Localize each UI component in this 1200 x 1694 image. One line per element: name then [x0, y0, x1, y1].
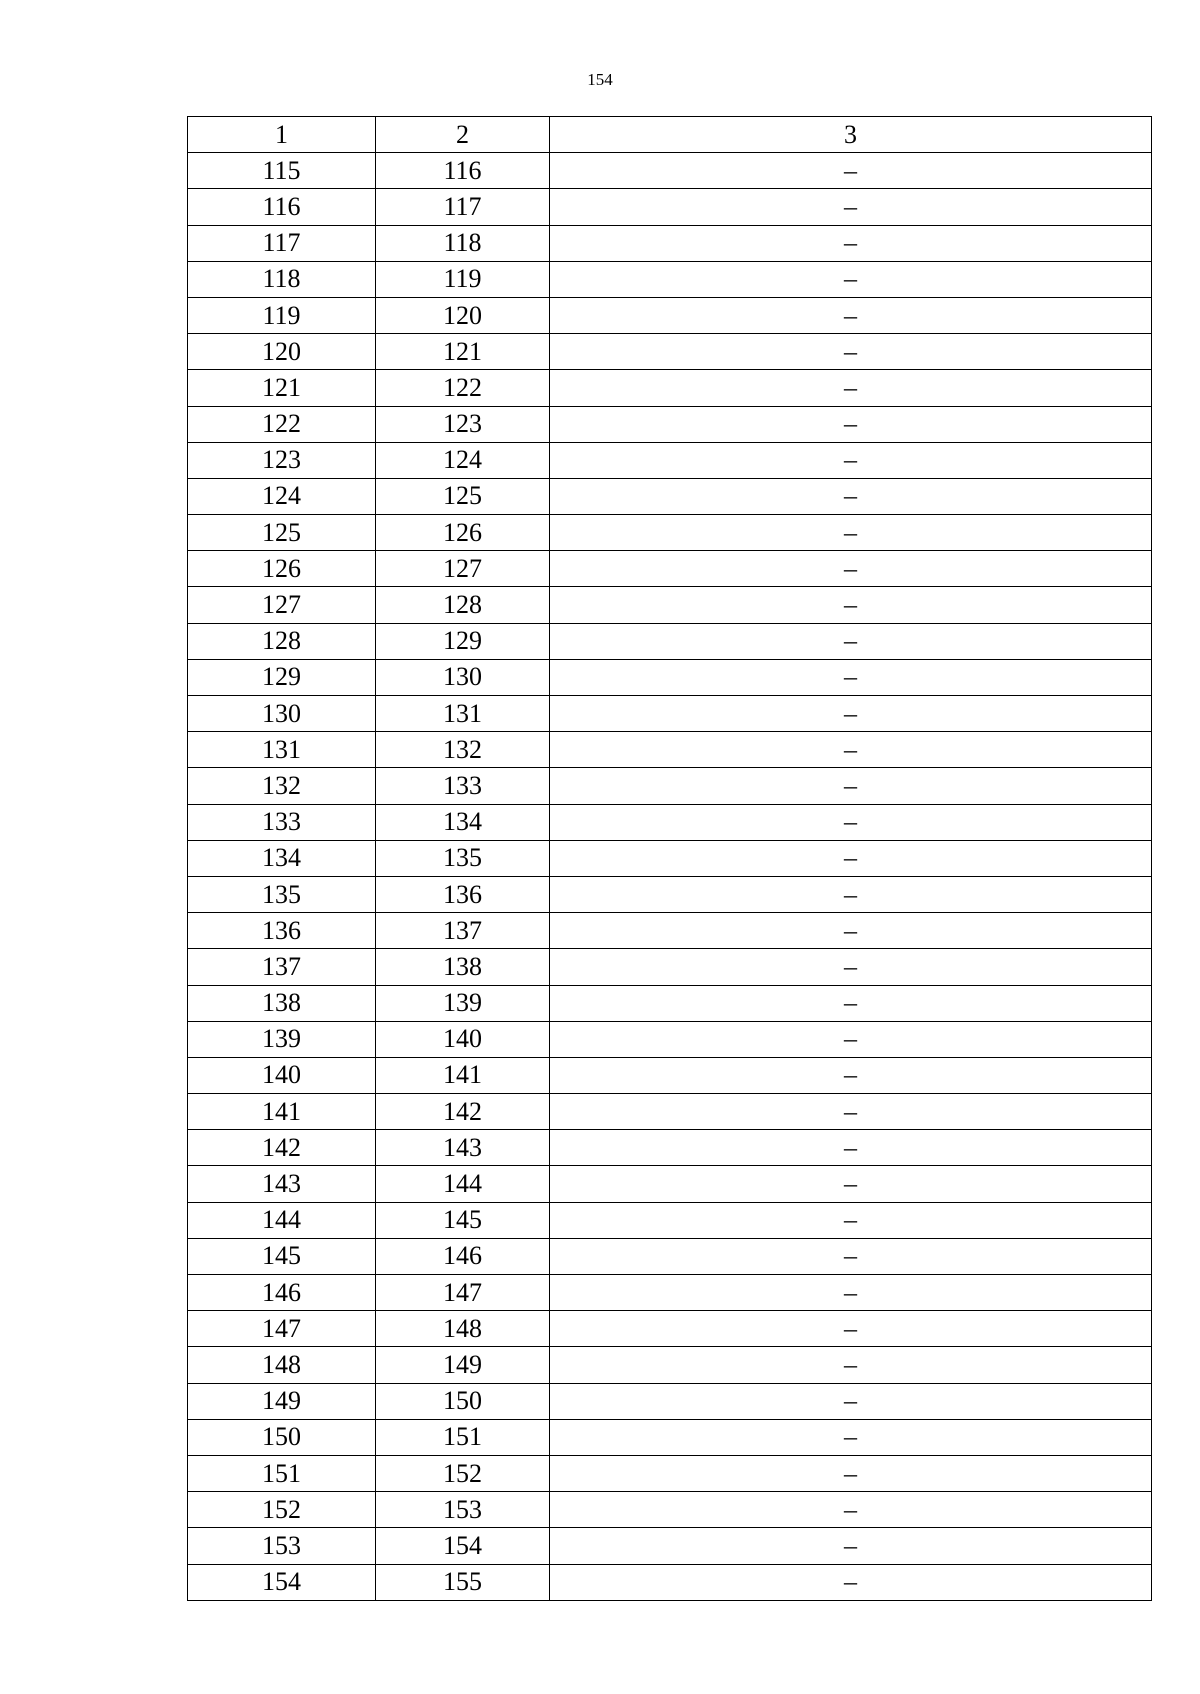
table-cell-col-2: 118	[376, 225, 550, 261]
table-cell-col-3: –	[550, 1057, 1152, 1093]
table-cell-col-2: 124	[376, 442, 550, 478]
table-cell-col-3: –	[550, 804, 1152, 840]
table-cell-col-2: 126	[376, 515, 550, 551]
table-cell-col-1: 129	[188, 659, 376, 695]
table-cell-col-1: 145	[188, 1238, 376, 1274]
table-cell-col-1: 121	[188, 370, 376, 406]
table-body	[188, 153, 1152, 1601]
table-cell-col-2: 134	[376, 804, 550, 840]
page-number: 154	[587, 70, 613, 89]
table-cell-col-3: –	[550, 1528, 1152, 1564]
table-cell-col-1: 151	[188, 1455, 376, 1491]
table-cell-col-3: –	[550, 1130, 1152, 1166]
table-cell-col-2: 143	[376, 1130, 550, 1166]
table-cell-col-3: –	[550, 189, 1152, 225]
table-row	[188, 732, 1152, 768]
table-cell-col-1: 153	[188, 1528, 376, 1564]
table-cell-col-1: 123	[188, 442, 376, 478]
data-table	[187, 116, 1152, 1601]
table-cell-col-1: 148	[188, 1347, 376, 1383]
table-cell-col-2: 150	[376, 1383, 550, 1419]
table-cell-col-1: 144	[188, 1202, 376, 1238]
table-cell-col-2: 154	[376, 1528, 550, 1564]
table-cell-col-2: 136	[376, 876, 550, 912]
table-row	[188, 1455, 1152, 1491]
table-cell-col-3: –	[550, 1564, 1152, 1600]
table-cell-col-2: 132	[376, 732, 550, 768]
table-cell-col-1: 115	[188, 153, 376, 189]
table-row	[188, 406, 1152, 442]
table-row	[188, 913, 1152, 949]
table-cell-col-3: –	[550, 1166, 1152, 1202]
table-cell-col-2: 148	[376, 1311, 550, 1347]
table-cell-col-2: 152	[376, 1455, 550, 1491]
table-cell-col-2: 122	[376, 370, 550, 406]
table-cell-col-2: 121	[376, 334, 550, 370]
table-cell-col-2: 147	[376, 1275, 550, 1311]
table-row	[188, 189, 1152, 225]
table-cell-col-3: –	[550, 659, 1152, 695]
table-cell-col-3: –	[550, 768, 1152, 804]
table-row	[188, 1564, 1152, 1600]
table-cell-col-1: 126	[188, 551, 376, 587]
table-row	[188, 768, 1152, 804]
table-row	[188, 1311, 1152, 1347]
table-row	[188, 225, 1152, 261]
table-cell-col-3: –	[550, 1492, 1152, 1528]
table-cell-col-2: 140	[376, 1021, 550, 1057]
table-cell-col-1: 117	[188, 225, 376, 261]
table-cell-col-2: 144	[376, 1166, 550, 1202]
table-cell-col-3: –	[550, 587, 1152, 623]
table-cell-col-3: –	[550, 1238, 1152, 1274]
table-cell-col-2: 127	[376, 551, 550, 587]
table-cell-col-1: 127	[188, 587, 376, 623]
table-row	[188, 1347, 1152, 1383]
table-cell-col-1: 124	[188, 478, 376, 514]
table-cell-col-3: –	[550, 153, 1152, 189]
table-cell-col-2: 141	[376, 1057, 550, 1093]
table-cell-col-3: –	[550, 840, 1152, 876]
column-header-3: 3	[550, 117, 1152, 153]
column-header-1: 1	[188, 117, 376, 153]
table-cell-col-2: 123	[376, 406, 550, 442]
table-row	[188, 1528, 1152, 1564]
table-cell-col-1: 130	[188, 696, 376, 732]
table-cell-col-1: 137	[188, 949, 376, 985]
table-row	[188, 659, 1152, 695]
table-cell-col-1: 152	[188, 1492, 376, 1528]
table-cell-col-3: –	[550, 1021, 1152, 1057]
table-row	[188, 876, 1152, 912]
table-cell-col-1: 135	[188, 876, 376, 912]
table-cell-col-1: 132	[188, 768, 376, 804]
table-cell-col-3: –	[550, 1094, 1152, 1130]
column-header-2: 2	[376, 117, 550, 153]
table-cell-col-3: –	[550, 623, 1152, 659]
table-cell-col-1: 119	[188, 297, 376, 333]
table-cell-col-3: –	[550, 515, 1152, 551]
table-cell-col-2: 151	[376, 1419, 550, 1455]
table-cell-col-1: 136	[188, 913, 376, 949]
table-cell-col-2: 117	[376, 189, 550, 225]
table-cell-col-3: –	[550, 551, 1152, 587]
table-cell-col-3: –	[550, 478, 1152, 514]
table-cell-col-2: 142	[376, 1094, 550, 1130]
table-row	[188, 515, 1152, 551]
table-row	[188, 587, 1152, 623]
table-row	[188, 1166, 1152, 1202]
table-cell-col-1: 139	[188, 1021, 376, 1057]
table-row	[188, 261, 1152, 297]
table-cell-col-2: 133	[376, 768, 550, 804]
table-row	[188, 623, 1152, 659]
table-cell-col-1: 149	[188, 1383, 376, 1419]
table-row	[188, 1021, 1152, 1057]
table-cell-col-1: 116	[188, 189, 376, 225]
table-row	[188, 1383, 1152, 1419]
table-row	[188, 551, 1152, 587]
table-cell-col-3: –	[550, 334, 1152, 370]
table-cell-col-1: 142	[188, 1130, 376, 1166]
table-cell-col-1: 138	[188, 985, 376, 1021]
table-row	[188, 1238, 1152, 1274]
table-row	[188, 478, 1152, 514]
table-cell-col-1: 128	[188, 623, 376, 659]
table-row	[188, 696, 1152, 732]
table-cell-col-2: 139	[376, 985, 550, 1021]
table-cell-col-1: 131	[188, 732, 376, 768]
table-row	[188, 1202, 1152, 1238]
table-row	[188, 985, 1152, 1021]
table-header-row	[188, 117, 1152, 153]
table-cell-col-1: 150	[188, 1419, 376, 1455]
table-cell-col-3: –	[550, 1419, 1152, 1455]
table-cell-col-1: 146	[188, 1275, 376, 1311]
table-cell-col-1: 125	[188, 515, 376, 551]
table-cell-col-1: 118	[188, 261, 376, 297]
table-cell-col-3: –	[550, 732, 1152, 768]
table-cell-col-3: –	[550, 949, 1152, 985]
table-cell-col-3: –	[550, 442, 1152, 478]
table-cell-col-2: 149	[376, 1347, 550, 1383]
table-cell-col-2: 130	[376, 659, 550, 695]
table-row	[188, 1094, 1152, 1130]
table-cell-col-2: 155	[376, 1564, 550, 1600]
table-cell-col-2: 131	[376, 696, 550, 732]
table-cell-col-3: –	[550, 1202, 1152, 1238]
table-cell-col-2: 129	[376, 623, 550, 659]
table-cell-col-1: 120	[188, 334, 376, 370]
table-cell-col-3: –	[550, 1455, 1152, 1491]
table-cell-col-3: –	[550, 985, 1152, 1021]
table-cell-col-1: 122	[188, 406, 376, 442]
table-cell-col-3: –	[550, 1383, 1152, 1419]
table-row	[188, 1057, 1152, 1093]
table-row	[188, 1492, 1152, 1528]
table-row	[188, 840, 1152, 876]
table-cell-col-2: 120	[376, 297, 550, 333]
table-cell-col-1: 154	[188, 1564, 376, 1600]
table-cell-col-3: –	[550, 297, 1152, 333]
table-row	[188, 804, 1152, 840]
table-cell-col-2: 116	[376, 153, 550, 189]
table-row	[188, 949, 1152, 985]
table-cell-col-1: 141	[188, 1094, 376, 1130]
table-row	[188, 153, 1152, 189]
table-cell-col-2: 145	[376, 1202, 550, 1238]
table-cell-col-1: 140	[188, 1057, 376, 1093]
table-cell-col-2: 137	[376, 913, 550, 949]
table-cell-col-1: 134	[188, 840, 376, 876]
table-cell-col-3: –	[550, 1347, 1152, 1383]
table-cell-col-2: 135	[376, 840, 550, 876]
table-cell-col-3: –	[550, 370, 1152, 406]
table-cell-col-3: –	[550, 913, 1152, 949]
table-row	[188, 297, 1152, 333]
table-cell-col-1: 147	[188, 1311, 376, 1347]
table-cell-col-1: 143	[188, 1166, 376, 1202]
table-row	[188, 1130, 1152, 1166]
table-cell-col-2: 138	[376, 949, 550, 985]
table-row	[188, 1419, 1152, 1455]
table-cell-col-2: 119	[376, 261, 550, 297]
table-cell-col-3: –	[550, 406, 1152, 442]
table-row	[188, 334, 1152, 370]
table-cell-col-3: –	[550, 696, 1152, 732]
table-cell-col-3: –	[550, 225, 1152, 261]
table-row	[188, 370, 1152, 406]
table-cell-col-2: 146	[376, 1238, 550, 1274]
table-row	[188, 1275, 1152, 1311]
table-row	[188, 442, 1152, 478]
table-cell-col-3: –	[550, 261, 1152, 297]
table-cell-col-2: 153	[376, 1492, 550, 1528]
table-cell-col-3: –	[550, 1311, 1152, 1347]
table-cell-col-1: 133	[188, 804, 376, 840]
table-cell-col-2: 125	[376, 478, 550, 514]
table-cell-col-3: –	[550, 1275, 1152, 1311]
table-cell-col-2: 128	[376, 587, 550, 623]
table-cell-col-3: –	[550, 876, 1152, 912]
